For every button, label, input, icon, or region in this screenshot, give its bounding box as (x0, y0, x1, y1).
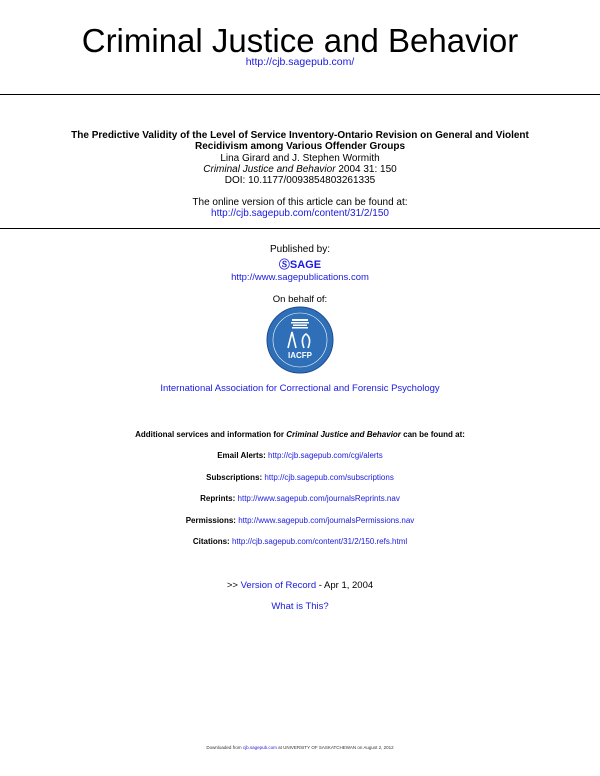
reprints-row (0, 494, 600, 503)
subscriptions-label: Subscriptions: (206, 473, 263, 482)
citations-link[interactable]: http://cjb.sagepub.com/content/31/2/150.refs.html (231, 537, 408, 546)
version-record-date: - Apr 1, 2004 (316, 580, 374, 591)
what-is-this-link[interactable]: What is This? (271, 601, 329, 612)
email-alerts-label: Email Alerts: (217, 451, 266, 460)
article-title-line1: The Predictive Validity of the Level of Service Inventory-Ontario Revision on General and Violent (71, 130, 529, 141)
org-name-link[interactable]: International Association for Correctional and Forensic Psychology (160, 383, 440, 394)
version-record-link[interactable]: Version of Record (240, 580, 317, 591)
what-is-this-container (0, 601, 600, 612)
article-title-line2: Recidivism among Various Offender Groups (194, 141, 406, 152)
publisher-url-container (0, 272, 600, 283)
online-version-link[interactable]: http://cjb.sagepub.com/content/31/2/150 (211, 208, 389, 219)
iacfp-seal-icon[interactable] (266, 306, 334, 374)
citation-volume: 2004 31: 150 (335, 164, 397, 175)
middle-divider (0, 228, 600, 229)
seal-text-bar (292, 319, 308, 321)
version-record-prefix: >> (226, 580, 241, 591)
article-citation (0, 164, 600, 175)
publisher-url-link[interactable]: http://www.sagepublications.com (231, 272, 369, 283)
seal-text: IACFP (288, 351, 312, 360)
journal-url-link[interactable]: http://cjb.sagepub.com/ (245, 56, 355, 68)
permissions-label: Permissions: (185, 516, 236, 525)
article-doi: DOI: 10.1177/0093854803261335 (224, 175, 376, 186)
on-behalf-label: On behalf of: (272, 294, 328, 305)
citation-journal: Criminal Justice and Behavior (203, 164, 336, 175)
subscriptions-link[interactable]: http://cjb.sagepub.com/subscriptions (264, 473, 394, 482)
sage-logo-container (0, 255, 600, 273)
article-authors: Lina Girard and J. Stephen Wormith (220, 153, 380, 164)
org-name-container (0, 383, 600, 394)
journal-url-container (0, 56, 600, 68)
permissions-link[interactable]: http://www.sagepub.com/journalsPermissions.nav (238, 516, 415, 525)
top-divider (0, 94, 600, 95)
email-alerts-row (0, 451, 600, 460)
article-title (0, 130, 600, 152)
email-alerts-link[interactable]: http://cjb.sagepub.com/cgi/alerts (268, 451, 383, 460)
sage-logo-icon[interactable]: ⓈSAGE (278, 259, 322, 271)
journal-title: Criminal Justice and Behavior (81, 22, 519, 59)
citations-row (0, 537, 600, 546)
download-footer: Downloaded from cjb.sagepub.com at UNIVERSITY OF SASKATCHEWAN on August 2, 2012 (206, 745, 394, 750)
version-record-row (0, 580, 600, 591)
reprints-label: Reprints: (200, 494, 236, 503)
reprints-link[interactable]: http://www.sagepub.com/journalsReprints.nav (237, 494, 400, 503)
citations-label: Citations: (192, 537, 230, 546)
services-journal: Criminal Justice and Behavior (286, 430, 401, 439)
footer-site-link[interactable]: cjb.sagepub.com (242, 745, 277, 750)
online-version-url-container (0, 208, 600, 219)
permissions-row (0, 516, 600, 525)
services-intro: Additional services and information for Criminal Justice and Behavior can be found at: (135, 430, 465, 439)
published-by-label: Published by: (269, 244, 331, 255)
subscriptions-row (0, 473, 600, 482)
online-version-text: The online version of this article can be found at: (192, 197, 408, 208)
